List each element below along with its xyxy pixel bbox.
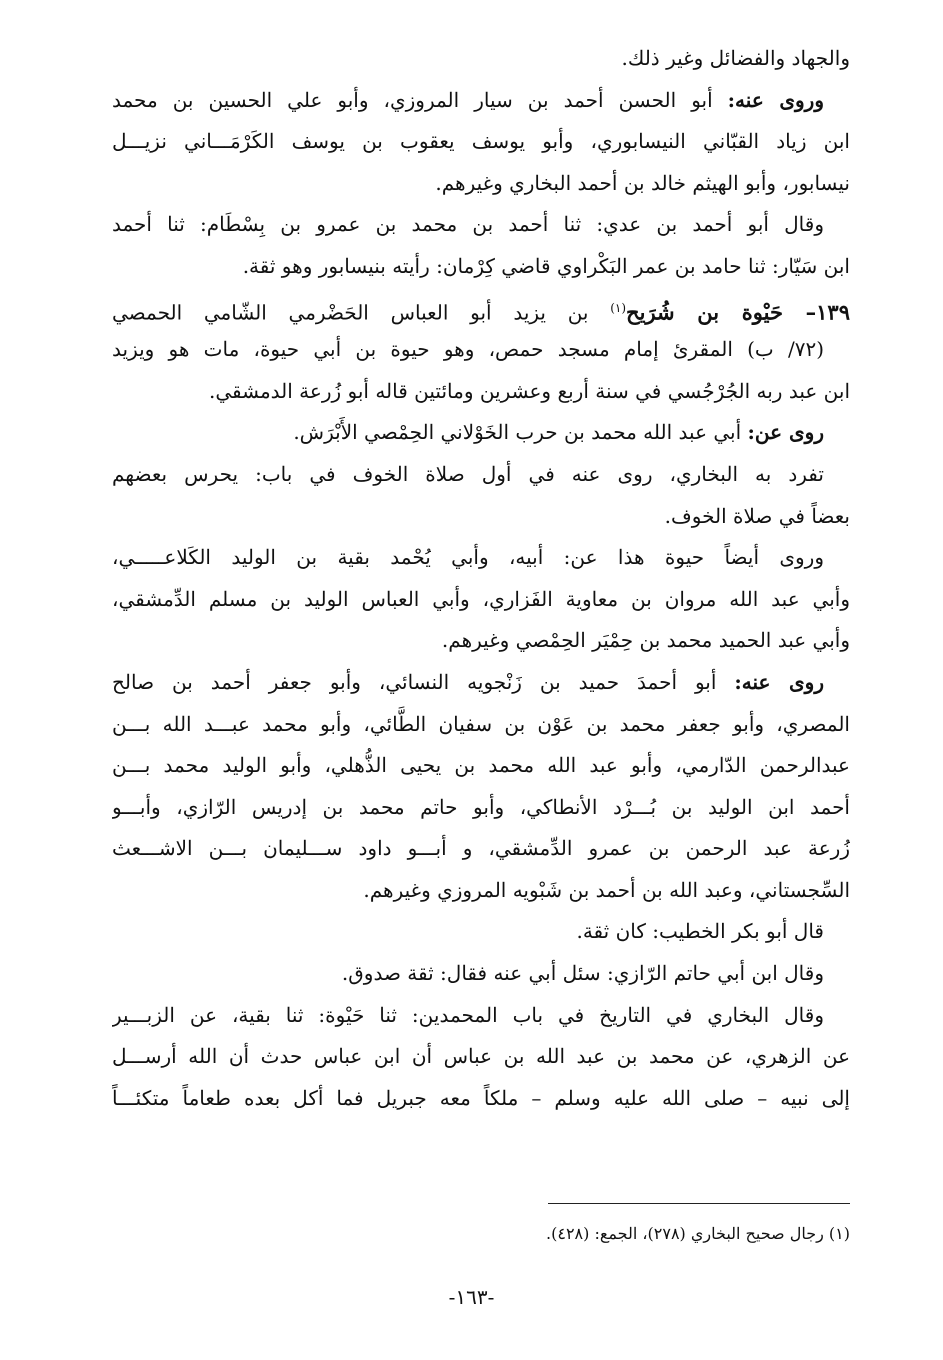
- text-run: أبو أحمدَ حميد بن زَنْجويه النسائي، وأبو جعفر أحمد بن صالح: [112, 669, 735, 694]
- entry-title: ١٣٩– حَيْوة بن شُرَيح: [626, 299, 850, 325]
- text-run: وأبي عبد الله مروان بن معاوية الفَزاري، وأبي العباس الوليد بن مسلم الدِّمشقي،: [112, 586, 850, 611]
- text-line: [112, 38, 850, 80]
- text-line: [112, 204, 850, 246]
- text-line: [112, 704, 850, 746]
- text-line: [112, 496, 850, 538]
- text-run: قال أبو بكر الخطيب: كان ثقة.: [576, 919, 824, 944]
- text-line: [112, 787, 850, 829]
- text-run: أحمد ابن الوليد بن بُـــرْد الأنطاكي، وأبو حاتم محمد بن إدريس الرّازي، وأبـــو: [112, 794, 850, 819]
- text-line: [112, 371, 850, 413]
- text-run: (٧٢/ ب) المقرئ إمام مسجد حمص، وهو حيوة بن أبي حيوة، مات هو ويزيد: [112, 337, 824, 362]
- text-run: تفرد به البخاري، روى عنه في أول صلاة الخوف في باب: يحرس بعضهم: [112, 461, 824, 486]
- text-line: [112, 745, 850, 787]
- text-line: [112, 1036, 850, 1078]
- text-line: [112, 163, 850, 205]
- text-line: [112, 953, 850, 995]
- text-run: وقال البخاري في التاريخ في باب المحمدين: ثنا حَيْوة: ثنا بقية، عن الزبـــير: [112, 1002, 824, 1027]
- footnote-marker: (١): [610, 300, 627, 315]
- text-run: بعضاً في صلاة الخوف.: [664, 503, 850, 528]
- text-run: نيسابور، وأبو الهيثم خالد بن أحمد البخاري وغيرهم.: [435, 170, 850, 195]
- section-label: روى عنه:: [734, 669, 824, 694]
- text-line: [112, 1078, 850, 1120]
- footnote-divider: [548, 1203, 850, 1204]
- text-run: ابن زياد القبّاني النيسابوري، وأبو يوسف يعقوب بن يوسف الكَرْمَـــاني نزيـــل: [112, 129, 850, 154]
- text-run: عبدالرحمن الدّارمي، وأبو عبد الله محمد بن يحيى الذُّهلي، وأبو الوليد محمد بـــن: [112, 753, 850, 778]
- text-run: بن يزيد أبو العباس الحَضْرمي الشّامي الحمصي: [112, 300, 611, 325]
- text-run: ابن سَيّار: ثنا حامد بن عمر البَكْراوي قاضي كِرْمان: رأيته بنيسابور وهو ثقة.: [242, 253, 850, 278]
- body-text: [112, 38, 850, 1119]
- page-number: -١٦٣-: [448, 1285, 495, 1309]
- text-line: [112, 537, 850, 579]
- text-run: أبو الحسن أحمد بن سيار المروزي، وأبو علي الحسين بن محمد: [112, 87, 728, 112]
- text-run: عن الزهري، عن محمد بن عبد الله بن عباس أن ابن عباس حدث أن الله أرســـل: [112, 1044, 850, 1069]
- text-line: [112, 329, 850, 371]
- text-run: وقال أبو أحمد بن عدي: ثنا أحمد بن محمد بن عمرو بن بِسْطَام: ثنا أحمد: [112, 212, 824, 237]
- text-run: وروى أيضاً حيوة هذا عن: أبيه، وأبي يُحْمد بقية بن الوليد الكَلاعـــــي،: [112, 545, 824, 570]
- section-label: وروى عنه:: [727, 87, 824, 112]
- text-run: وأبي عبد الحميد محمد بن حِمْيَر الحِمْصي وغيرهم.: [441, 628, 850, 653]
- text-line: [112, 579, 850, 621]
- text-run: والجهاد والفضائل وغير ذلك.: [621, 46, 850, 70]
- text-line: [112, 995, 850, 1037]
- text-line: [112, 246, 850, 288]
- text-run: إلى نبيه – صلى الله عليه وسلم – ملكاً معه جبريل فما أكل بعده طعاماً متكئـــاً: [112, 1085, 850, 1110]
- text-run: المصري، وأبو جعفر محمد بن عَوْن بن سفيان الطَّائي، وأبو محمد عبـــد الله بـــن: [112, 711, 850, 736]
- text-line: [112, 121, 850, 163]
- section-label: روى عن:: [747, 420, 824, 445]
- text-line: [112, 620, 850, 662]
- text-line: [112, 870, 850, 912]
- text-line: [112, 454, 850, 496]
- text-line: [112, 412, 850, 454]
- text-run: ابن عبد ربه الجُرْجُسي في سنة أربع وعشرين ومائتين قاله أبو زُرعة الدمشقي.: [208, 378, 850, 403]
- text-run: زُرعة عبد الرحمن بن عمرو الدِّمشقي، و أبـــو داود ســـليمان بـــن الاشـــعث: [112, 836, 850, 861]
- text-run: وقال ابن أبي حاتم الرّازي: سئل أبي عنه فقال: ثقة صدوق.: [341, 961, 824, 986]
- text-line: [112, 828, 850, 870]
- entry-heading-line: [112, 288, 850, 330]
- text-run: أبي عبد الله محمد بن حرب الخَوْلاني الحِمْصي الأَبْرَش.: [293, 420, 748, 445]
- text-line: [112, 911, 850, 953]
- text-run: السِّجستاني، وعبد الله بن أحمد بن شَبْويه المروزي وغيرهم.: [363, 877, 850, 902]
- text-line: [112, 662, 850, 704]
- footnote: (١) رجال صحيح البخاري (٢٧٨)، الجمع: (٤٢٨).: [546, 1224, 850, 1243]
- text-line: [112, 80, 850, 122]
